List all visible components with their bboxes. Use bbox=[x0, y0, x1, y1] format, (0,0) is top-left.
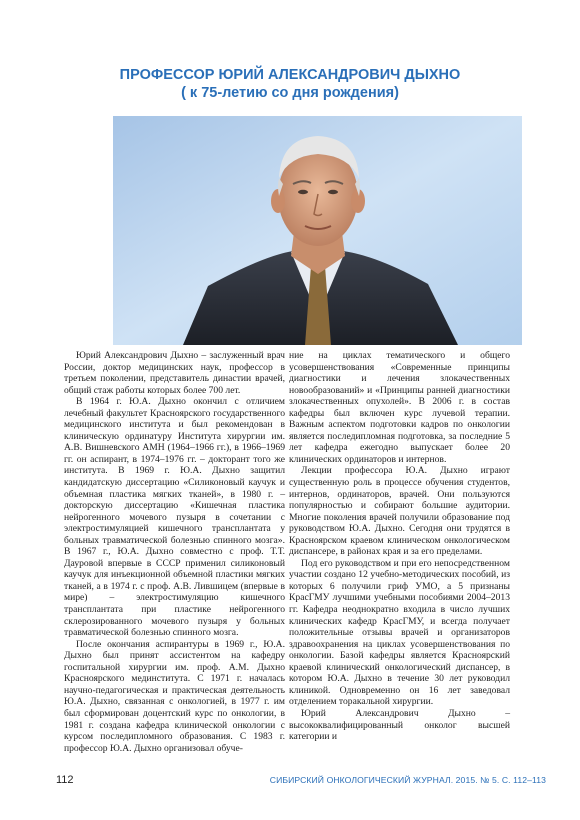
text-column-right bbox=[289, 350, 510, 743]
paragraph: Под его руководством и при его непосредственном участии создано 12 учебно-методических пособий, из которых 6 получили гриф УМО, а 5 признаны КрасГМУ лучшими учебными пособиями 2004–2013 гг. Кафедра неоднократно входила в число лучших клинических кафедр КрасГМУ, и всегда получает положительные отзывы врачей и организаторов здравоохранения на циклах усовершенствования по онкологии. Базой кафедры является Красноярский краевой клинический онкологический диспансер, в котором Ю.А. Дыхно в течение 30 лет руководил клиникой. Одновременно он 16 лет заведовал отделением торакальной хирургии. bbox=[289, 557, 510, 708]
article-title bbox=[0, 66, 580, 102]
paragraph: Лекции профессора Ю.А. Дыхно играют существенную роль в процессе обучения студентов, интернов, ординаторов, врачей. Они пользуются популярностью и собирают большие аудитории. Многие поколения врачей получили образование под руководством Ю.А. Дыхно. Сегодня они трудятся в Красноярском краевом клиническом онкологическом диспансере, в районах края и за его пределами. bbox=[289, 465, 510, 558]
portrait-photo bbox=[113, 116, 522, 345]
title-line-2: ( к 75-летию со дня рождения) bbox=[181, 85, 399, 101]
paragraph: Юрий Александрович Дыхно – заслуженный врач России, доктор медицинских наук, профессор в третьем поколении, представитель династии врачей, общий стаж работы которых более 700 лет. bbox=[64, 350, 285, 396]
journal-citation: СИБИРСКИЙ ОНКОЛОГИЧЕСКИЙ ЖУРНАЛ. 2015. № 5. С. 112–113 bbox=[269, 775, 546, 785]
page-number: 112 bbox=[56, 774, 74, 786]
paragraph: После окончания аспирантуры в 1969 г., Ю.А. Дыхно был принят ассистентом на кафедру госпитальной хирургии им. проф. А.М. Дыхно Красноярского мединститута. С 1971 г. началась научно-педагогическая и практическая деятельность Ю.А. Дыхно, связанная с онкологией, в 1977 г. им был сформирован доцентский курс по онкологии, в 1981 г. создана кафедра клинической онкологии с курсом последипломного образования. С 1983 г. профессор Ю.А. Дыхно организовал обуче- bbox=[64, 638, 285, 754]
text-column-left bbox=[64, 350, 285, 754]
paragraph: ние на циклах тематического и общего усовершенствования «Современные принципы диагностики и лечения злокачественных новообразований» и «Принципы ранней диагностики злокачественных опухолей». В 2006 г. в состав кафедры был включен курс лучевой терапии. Важным аспектом подготовки кадров по онкологии является последипломная подготовка, за последние 5 лет кафедра ежегодно выпускает более 20 клинических ординаторов и интернов. bbox=[289, 350, 510, 465]
title-line-1: ПРОФЕССОР ЮРИЙ АЛЕКСАНДРОВИЧ ДЫХНО bbox=[119, 67, 461, 83]
paragraph: В 1964 г. Ю.А. Дыхно окончил с отличием лечебный факультет Красноярского государственного медицинского института и был рекомендован в клиническую ординатуру Института хирургии им. А.В. Вишневского АМН (1964–1966 гг.), в 1966–1969 гг. он аспирант, в 1974–1976 гг. – докторант того же института. В 1969 г. Ю.А. Дыхно защитил кандидатскую диссертацию «Силиконовый каучук и объемная пластика мягких тканей», в 1980 г. – докторскую диссертацию «Кишечная пластика нейрогенного мочевого пузыря в сочетании с электростимуляцией кишечного трансплантата у больных травматической болезнью спинного мозга». В 1967 г., Ю.А. Дыхно совместно с проф. Т.Т. Дауровой впервые в СССР применил силиконовый каучук для инъекционной объемной пластики мягких тканей, а в 1974 г. с проф. А.В. Лившицем (впервые в мире) – электростимуляцию кишечного трансплантата при пластике нейрогенного склерозированного мочевого пузыря у больных травматической болезнью спинного мозга. bbox=[64, 396, 285, 639]
paragraph: Юрий Александрович Дыхно – высококвалифицированный онколог высшей категории и bbox=[289, 707, 510, 743]
